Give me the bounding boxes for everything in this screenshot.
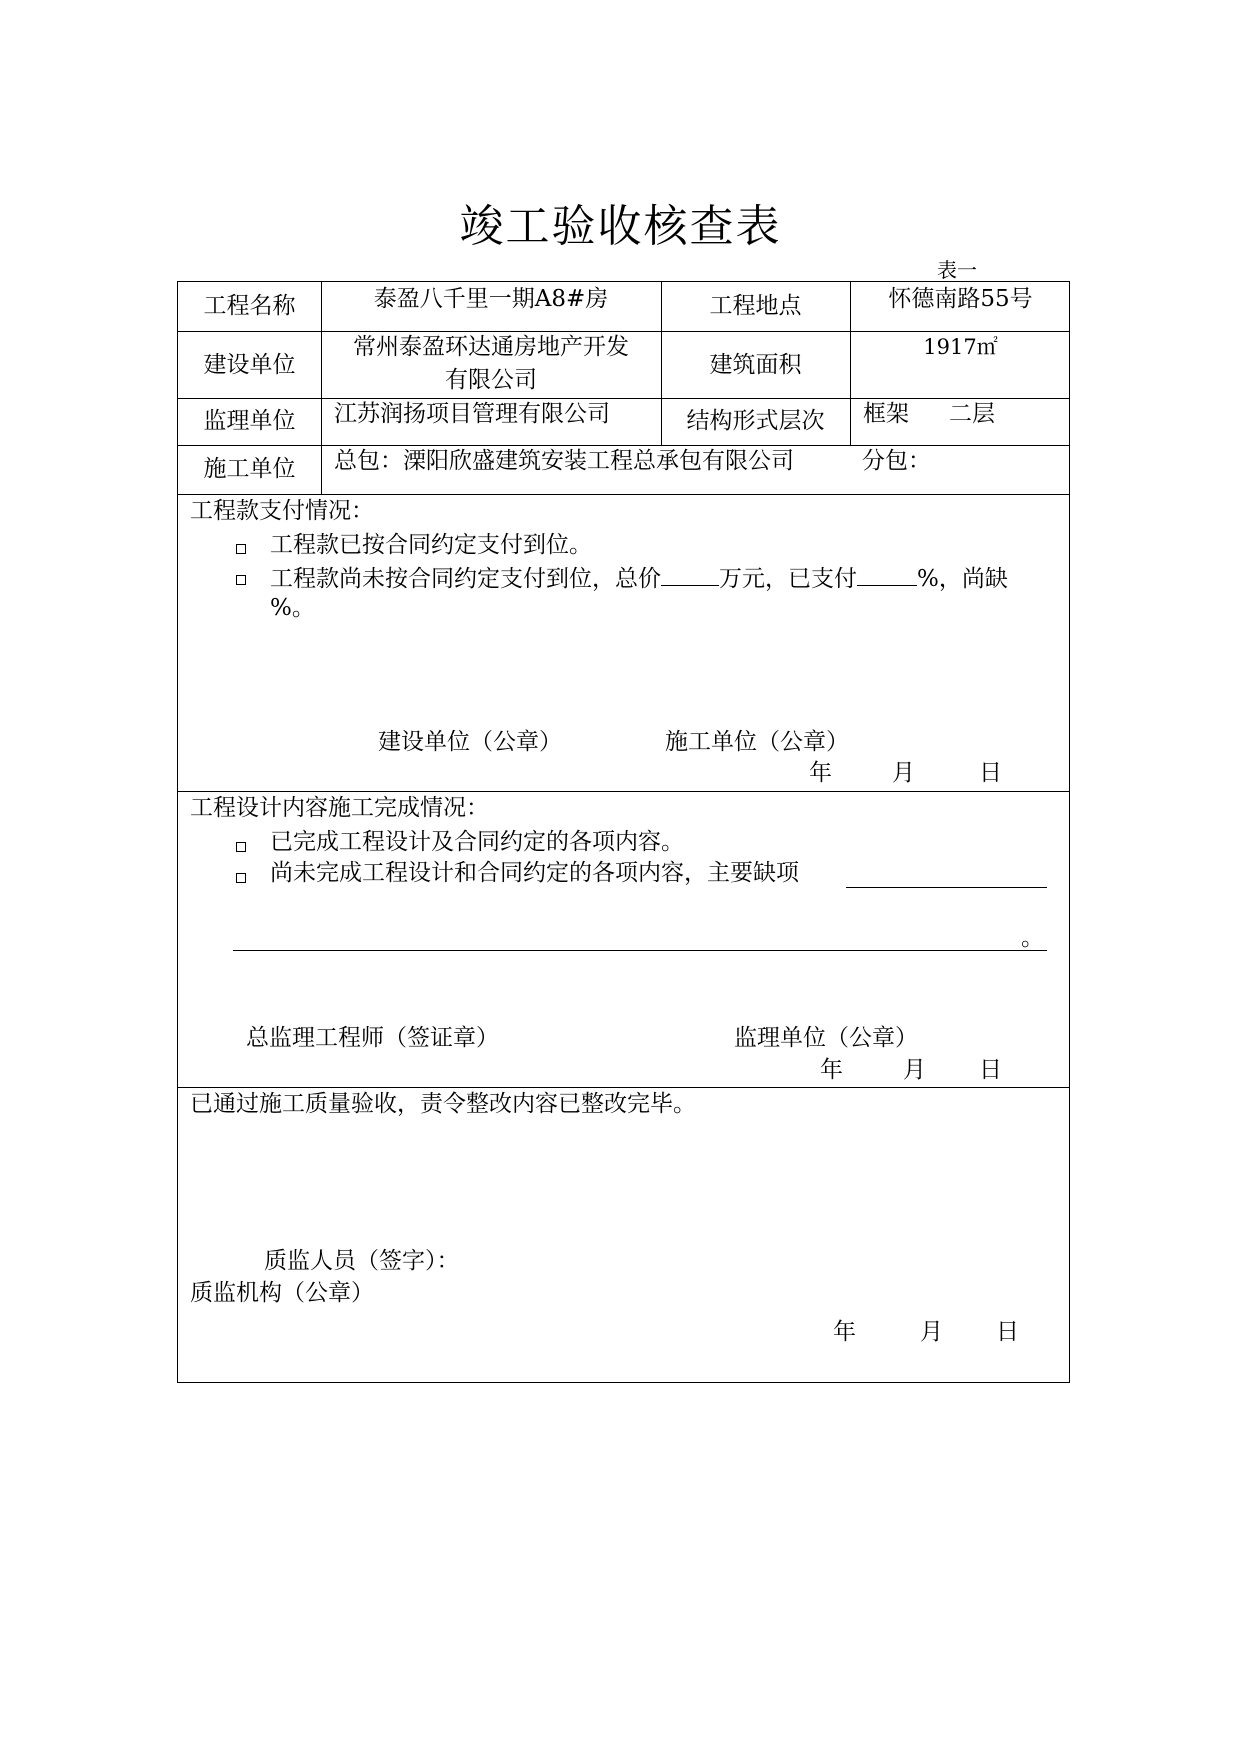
section-divider: [178, 791, 1069, 792]
row-divider: [178, 494, 1069, 495]
developer-value-line2: 有限公司: [445, 367, 537, 393]
developer-value-line1: 常州泰盈环达通房地产开发: [353, 334, 629, 360]
payment-incomplete-checkbox[interactable]: [236, 575, 246, 585]
project-name-value: 泰盈八千里一期A8#房: [373, 286, 609, 312]
design-end-mark: 。: [1021, 925, 1044, 951]
structure-type: 框架: [863, 401, 909, 427]
area-value: 1917㎡: [923, 335, 998, 359]
row-divider: [178, 398, 1069, 399]
structure-label: 结构形式层次: [686, 408, 825, 434]
paid-percent-blank[interactable]: [857, 563, 917, 586]
quality-agency-seal: 质监机构（公章）: [190, 1280, 374, 1306]
payment-complete-checkbox[interactable]: [236, 544, 246, 554]
payment-year: 年: [809, 760, 832, 786]
design-year: 年: [820, 1057, 843, 1083]
payment-month: 月: [892, 760, 915, 786]
quality-statement: 已通过施工质量验收，责令整改内容已整改完毕。: [190, 1091, 696, 1117]
area-label: 建筑面积: [709, 352, 802, 378]
design-day: 日: [979, 1057, 1002, 1083]
payment-complete-option: 工程款已按合同约定支付到位。: [270, 532, 592, 558]
design-complete-checkbox[interactable]: [236, 842, 246, 852]
payment-day: 日: [979, 760, 1002, 786]
location-value: 怀德南路55号: [888, 286, 1033, 312]
row-divider: [178, 445, 1069, 446]
structure-floors: 二层: [949, 401, 995, 427]
payment-shortfall-percent: %。: [270, 595, 315, 621]
contractor-seal: 施工单位（公章）: [665, 729, 849, 755]
design-incomplete-checkbox[interactable]: [236, 873, 246, 883]
row-divider: [178, 331, 1069, 332]
missing-items-blank-line2[interactable]: [233, 950, 1047, 951]
total-price-blank[interactable]: [661, 563, 719, 586]
subcontractor: 分包：: [862, 448, 931, 474]
project-name-label: 工程名称: [203, 293, 296, 319]
design-incomplete-option: 尚未完成工程设计和合同约定的各项内容，主要缺项: [270, 860, 799, 886]
supervisor-value: 江苏润扬项目管理有限公司: [334, 401, 610, 427]
payment-heading: 工程款支付情况：: [190, 498, 374, 524]
contractor-label: 施工单位: [203, 456, 296, 482]
inspection-form: [177, 281, 1070, 1383]
general-contractor: 总包：溧阳欣盛建筑安装工程总承包有限公司: [334, 448, 794, 474]
supervisor-label: 监理单位: [203, 408, 296, 434]
page-title: 竣工验收核查表: [459, 201, 782, 252]
quality-year: 年: [833, 1319, 856, 1345]
developer-seal: 建设单位（公章）: [378, 729, 562, 755]
quality-day: 日: [996, 1319, 1019, 1345]
section-divider: [178, 1087, 1069, 1088]
table-number: 表一: [937, 258, 977, 282]
chief-engineer-signature: 总监理工程师（签证章）: [246, 1025, 499, 1051]
design-month: 月: [903, 1057, 926, 1083]
design-heading: 工程设计内容施工完成情况：: [190, 795, 489, 821]
developer-label: 建设单位: [203, 352, 296, 378]
payment-incomplete-option: 工程款尚未按合同约定支付到位，总价 万元，已支付 %，尚缺: [270, 563, 1008, 594]
quality-month: 月: [920, 1319, 943, 1345]
quality-inspector-signature: 质监人员（签字）：: [264, 1248, 460, 1274]
location-label: 工程地点: [709, 293, 802, 319]
supervisor-seal: 监理单位（公章）: [734, 1025, 918, 1051]
missing-items-blank[interactable]: [846, 887, 1047, 888]
design-complete-option: 已完成工程设计及合同约定的各项内容。: [270, 829, 684, 855]
